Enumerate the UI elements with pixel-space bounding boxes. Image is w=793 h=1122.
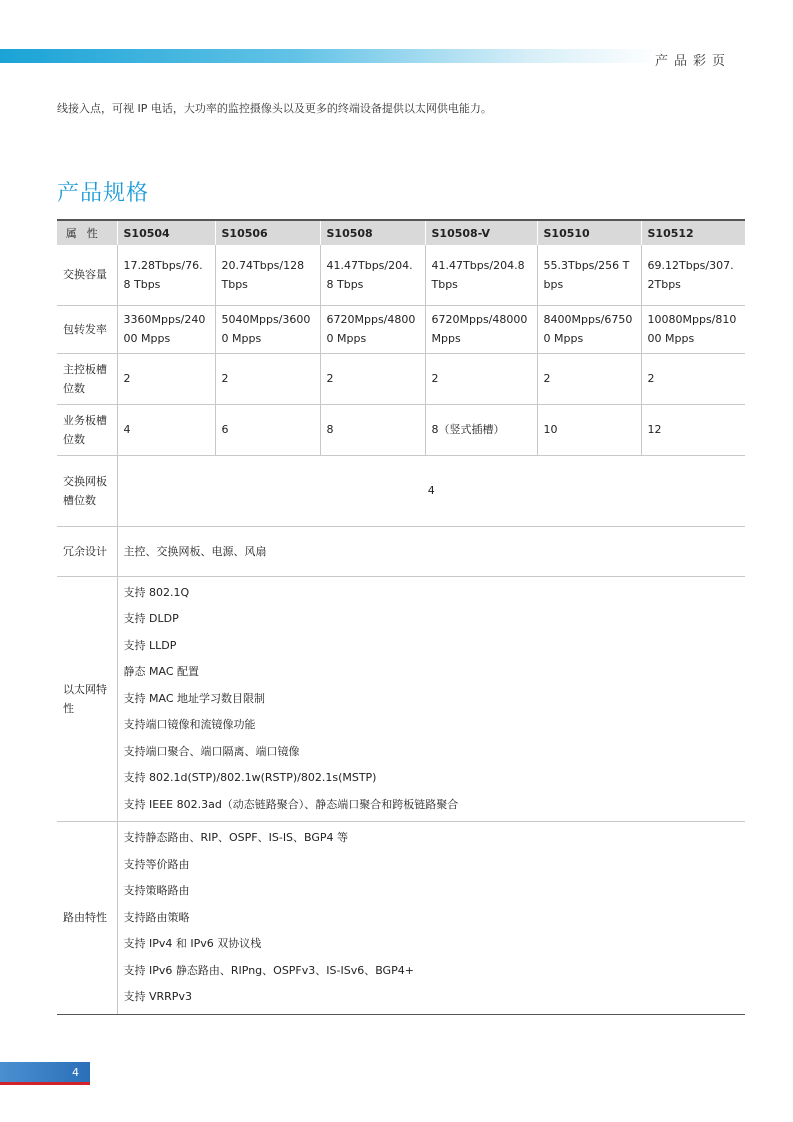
table-cell: 8（竖式插槽）: [425, 404, 537, 455]
table-cell: 4: [117, 455, 745, 526]
list-item: 支持等价路由: [123, 857, 190, 871]
header-model: S10506: [215, 220, 320, 245]
header-model: S10504: [117, 220, 215, 245]
list-item: 支持 LLDP: [123, 638, 177, 652]
table-row: [57, 404, 745, 455]
row-label: 路由特性: [57, 822, 117, 1015]
table-cell: 5040Mpps/36000 Mpps: [215, 305, 320, 353]
table-cell: 10: [537, 404, 641, 455]
list-item: 支持路由策略: [123, 910, 190, 924]
table-cell: 2: [320, 353, 425, 404]
table-header-row: [57, 220, 745, 245]
page-number: 4: [72, 1066, 79, 1079]
list-item: 支持 802.1Q: [123, 585, 190, 599]
header-model: S10508: [320, 220, 425, 245]
header-model: S10512: [641, 220, 745, 245]
table-cell: 69.12Tbps/307.2Tbps: [641, 245, 745, 305]
list-item: 支持 MAC 地址学习数目限制: [123, 691, 265, 705]
feature-list-ethernet: [117, 576, 745, 822]
table-cell: 55.3Tbps/256 Tbps: [537, 245, 641, 305]
spec-table: [57, 219, 745, 1015]
row-label: 包转发率: [57, 305, 117, 353]
row-label: 业务板槽位数: [57, 404, 117, 455]
table-cell: 20.74Tbps/128 Tbps: [215, 245, 320, 305]
list-item: 支持 IPv4 和 IPv6 双协议栈: [123, 937, 262, 950]
table-row: [57, 526, 745, 576]
header-gradient-bar: [0, 49, 660, 63]
footer-accent-line: [0, 1082, 90, 1085]
list-item: 支持 IPv6 静态路由、RIPng、OSPFv3、IS-ISv6、BGP4+: [123, 963, 414, 977]
list-item: 支持 DLDP: [123, 612, 179, 625]
list-item: 支持 802.1d(STP)/802.1w(RSTP)/802.1s(MSTP): [123, 771, 377, 784]
table-cell: 12: [641, 404, 745, 455]
table-cell: 2: [117, 353, 215, 404]
row-label: 交换网板槽位数: [57, 455, 117, 526]
table-cell: 4: [117, 404, 215, 455]
table-row: [57, 305, 745, 353]
table-cell: 8400Mpps/67500 Mpps: [537, 305, 641, 353]
list-item: 支持端口镜像和流镜像功能: [123, 718, 256, 731]
intro-paragraph: 线接入点，可视 IP 电话，大功率的监控摄像头以及更多的终端设备提供以太网供电能力。: [57, 102, 492, 115]
table-cell: 主控、交换网板、电源、风扇: [117, 526, 745, 576]
table-row: [57, 245, 745, 305]
list-item: 支持策略路由: [123, 884, 190, 897]
row-label: 冗余设计: [57, 526, 117, 576]
table-row: [57, 455, 745, 526]
table-cell: 2: [425, 353, 537, 404]
list-item: 支持 IEEE 802.3ad（动态链路聚合）、静态端口聚合和跨板链路聚合: [123, 797, 459, 811]
header-model: S10508-V: [425, 220, 537, 245]
list-item: 支持静态路由、RIP、OSPF、IS-IS、BGP4 等: [123, 831, 349, 844]
table-cell: 6720Mpps/48000 Mpps: [320, 305, 425, 353]
table-cell: 8: [320, 404, 425, 455]
table-cell: 17.28Tbps/76.8 Tbps: [117, 245, 215, 305]
list-item: 静态 MAC 配置: [123, 665, 199, 678]
row-label: 以太网特性: [57, 576, 117, 822]
section-title: 产品规格: [57, 181, 150, 206]
table-cell: 2: [215, 353, 320, 404]
header-model: S10510: [537, 220, 641, 245]
table-cell: 41.47Tbps/204.8 Tbps: [320, 245, 425, 305]
table-cell: 3360Mpps/24000 Mpps: [117, 305, 215, 353]
row-label: 交换容量: [57, 245, 117, 305]
row-label: 主控板槽位数: [57, 353, 117, 404]
table-cell: 41.47Tbps/204.8 Tbps: [425, 245, 537, 305]
header-label: 产品彩页: [654, 54, 731, 69]
list-item: 支持端口聚合、端口隔离、端口镜像: [123, 744, 300, 758]
table-cell: 2: [641, 353, 745, 404]
table-cell: 6720Mpps/48000 Mpps: [425, 305, 537, 353]
table-cell: 2: [537, 353, 641, 404]
table-row: [57, 576, 745, 822]
feature-list-routing: [117, 822, 745, 1015]
table-row: [57, 822, 745, 1015]
list-item: 支持 VRRPv3: [123, 990, 192, 1003]
header-attr: 属性: [57, 220, 117, 245]
table-cell: 10080Mpps/81000 Mpps: [641, 305, 745, 353]
table-row: [57, 353, 745, 404]
table-cell: 6: [215, 404, 320, 455]
